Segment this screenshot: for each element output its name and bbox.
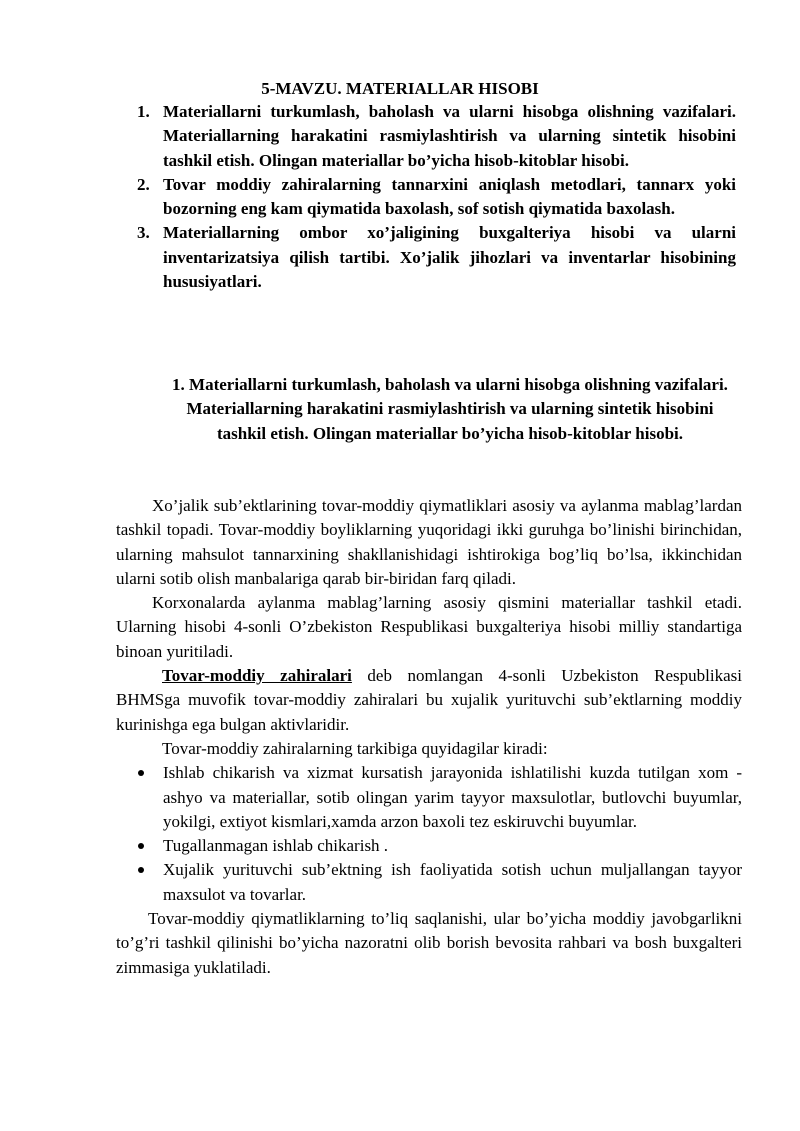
bullet-icon — [138, 867, 144, 873]
bullet-icon — [138, 770, 144, 776]
paragraph: Korxonalarda aylanma mablag’larning asosiy qismini materiallar tashkil etadi. Ularning hisobi 4-sonli O’zbekiston Respublikasi buxgalteriya hisobi milliy standartiga binoan yuritiladi. — [116, 593, 742, 661]
bullet-item — [116, 761, 742, 834]
bullet-item — [116, 834, 742, 858]
outline-item — [134, 100, 736, 173]
bullet-text: Xujalik yurituvchi sub’ektning ish faoliyatida sotish uchun muljallangan tayyor maxsulot va tovarlar. — [163, 860, 742, 904]
defined-term: Tovar-moddiy zahiralari — [162, 666, 352, 686]
bullet-text: Tugallanmagan ishlab chikarish . — [163, 836, 389, 856]
bullet-item — [116, 858, 742, 907]
outline-item-text: Tovar moddiy zahiralarning tannarxini aniqlash metodlari, tannarx yoki bozorning eng kam qiymatida baxolash, sof sotish qiymatida baxolash. — [163, 174, 736, 219]
paragraph: Tovar-moddiy qiymatliklarning to’liq saqlanishi, ular bo’yicha moddiy javobgarlikni to’g’ri tashkil qilinishi bo’yicha nazoratni olib borish bevosita rahbari va bosh buxgalteri zimmasiga yuklatiladi. — [116, 909, 742, 977]
body-text — [116, 494, 742, 980]
bullet-icon — [138, 843, 144, 849]
outline-item — [134, 173, 736, 222]
outline-item-text: Materiallarni turkumlash, baholash va ularni hisobga olishning vazifalari. Materiallarning harakatini rasmiylashtirish va ularning sintetik hisobini tashkil etish. Olingan materiallar bo’yicha hisob-kitoblar hisobi. — [163, 102, 736, 170]
topic-outline — [134, 100, 736, 294]
outline-item — [134, 221, 736, 294]
bullet-list — [116, 761, 742, 907]
outline-item-number: 2. — [137, 174, 150, 194]
section-heading: 1. Materiallarni turkumlash, baholash va ularni hisobga olishning vazifalari. Materiallarning harakatini rasmiylashtirish va ularning sintetik hisobini tashkil etish. Olingan materiallar bo’yicha hisob-kitoblar hisobi. — [172, 375, 728, 443]
document-title: 5-MAVZU. MATERIALLAR HISOBI — [261, 79, 539, 98]
paragraph: Tovar-moddiy zahiralarning tarkibiga quyidagilar kiradi: — [162, 738, 548, 758]
bullet-text: Ishlab chikarish va xizmat kursatish jarayonida ishlatilishi kuzda tutilgan xom - ashyo va materiallar, sotib olingan yarim tayyor maxsulotlar, butlovchi buyumlar, yokilgi, extiyot kismlari,xamda arzon baxoli tez eskiruvchi buyumlar. — [163, 763, 742, 831]
definition-text: deb nomlangan 4-sonli Uzbekiston Respublikasi BHMSga muvofik tovar-moddiy zahiralari bu xujalik yurituvchi sub’ektlarning moddiy kurinishga ega bulgan aktivlaridir. — [116, 666, 742, 734]
definition-paragraph — [116, 664, 742, 737]
outline-item-number: 3. — [137, 223, 150, 243]
outline-item-number: 1. — [137, 102, 150, 121]
paragraph: Xo’jalik sub’ektlarining tovar-moddiy qiymatliklari asosiy va aylanma mablag’lardan tashkil topadi. Tovar-moddiy boyliklarning yuqoridagi ikki guruhga bo’linishi birinchidan, ularning mahsulot tannarxining shakllanishidagi ishtirokiga bog’liq bo’lsa, ikkinchidan ularni sotib olish manbalariga qarab bir-biridan farq qiladi. — [116, 496, 742, 588]
outline-item-text: Materiallarning ombor xo’jaligining buxgalteriya hisobi va ularni inventarizatsiya qilish tartibi. Xo’jalik jihozlari va inventarlar hisobining hususiyatlari. — [163, 223, 736, 292]
